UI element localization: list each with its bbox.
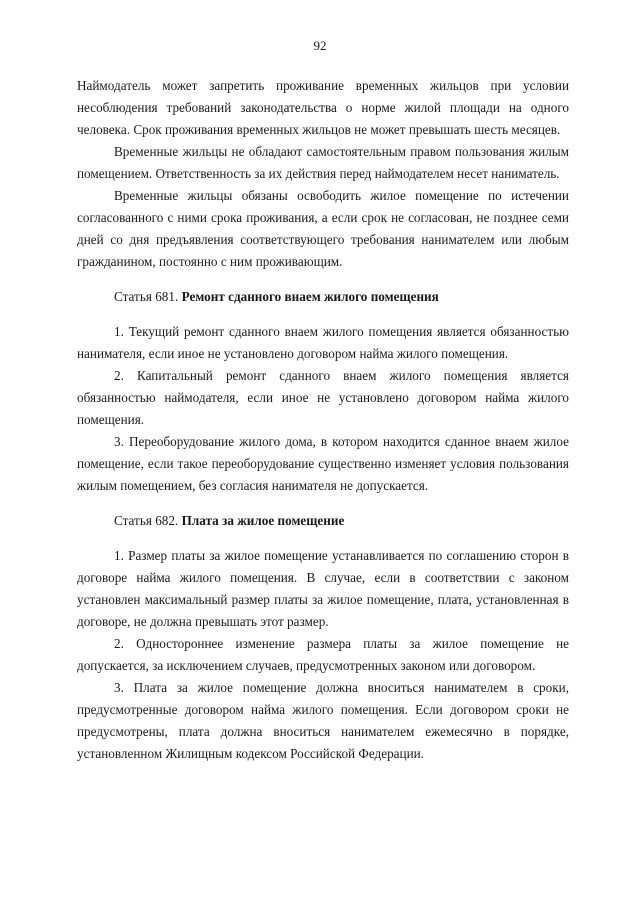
article-682-paragraph-3: 3. Плата за жилое помещение должна вноситься нанимателем в сроки, предусмотренные договором найма жилого помещения. Если договором сроки не предусмотрены, плата должна вноситься нанимателем ежемесячно в порядке, установленном Жилищным кодексом Российской Федерации.: [77, 680, 569, 761]
article-681-paragraph-1: 1. Текущий ремонт сданного внаем жилого помещения является обязанностью нанимателя, если иное не установлено договором найма жилого помещения.: [77, 324, 569, 361]
article-682-label: Статья 682.: [114, 513, 179, 528]
page-number: 92: [313, 38, 327, 53]
article-682-title: Плата за жилое помещение: [181, 513, 345, 528]
article-681-heading: [77, 286, 569, 308]
article-681-paragraph-2: 2. Капитальный ремонт сданного внаем жилого помещения является обязанностью наймодателя, если иное не установлено договором найма жилого помещения.: [77, 368, 569, 427]
intro-paragraph-2: Временные жильцы не обладают самостоятельным правом пользования жилым помещением. Ответственность за их действия перед наймодателем несет наниматель.: [77, 144, 569, 181]
intro-paragraph-3: Временные жильцы обязаны освободить жилое помещение по истечении согласованного с ними срока проживания, а если срок не согласован, не позднее семи дней со дня предъявления соответствующего требования нанимателем или любым гражданином, постоянно с ним проживающим.: [77, 188, 569, 269]
intro-paragraph-1: Наймодатель может запретить проживание временных жильцов при условии несоблюдения требований законодательства о норме жилой площади на одного человека. Срок проживания временных жильцов не может превышать шесть месяцев.: [77, 78, 569, 137]
article-682-paragraph-2: 2. Одностороннее изменение размера платы за жилое помещение не допускается, за исключением случаев, предусмотренных законом или договором.: [77, 636, 569, 673]
article-681-title: Ремонт сданного внаем жилого помещения: [181, 289, 439, 304]
article-682-paragraph-1: 1. Размер платы за жилое помещение устанавливается по соглашению сторон в договоре найма жилого помещения. В случае, если в соответствии с законом установлен максимальный размер платы за жилое помещение, плата, установленная в договоре, не должна превышать этот размер.: [77, 548, 569, 629]
document-body: [77, 75, 569, 765]
article-682-heading: [77, 510, 569, 532]
article-681-label: Статья 681.: [114, 289, 179, 304]
article-681-paragraph-3: 3. Переоборудование жилого дома, в котором находится сданное внаем жилое помещение, если такое переоборудование существенно изменяет условия пользования жилым помещением, без согласия нанимателя не допускается.: [77, 434, 569, 493]
